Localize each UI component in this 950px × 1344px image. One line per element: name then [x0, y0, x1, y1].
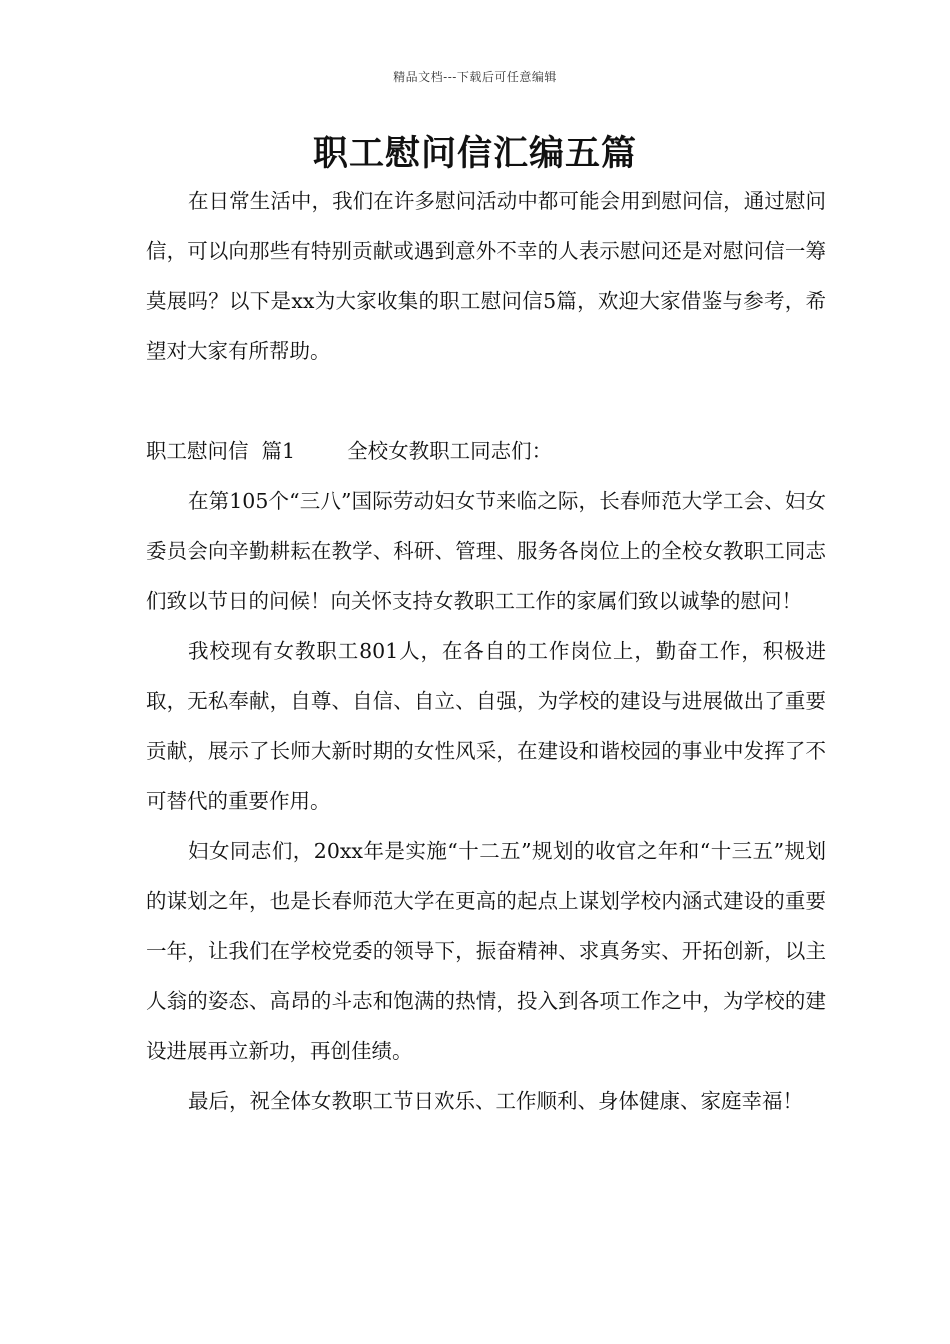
section-heading: 职工慰问信 篇1	[146, 439, 296, 463]
document-title: 职工慰问信汇编五篇	[312, 133, 637, 174]
body-paragraph: 在第105个“三八”国际劳动妇女节来临之际，长春师范大学工会、妇女委员会向辛勤耕耘在教学、科研、管理、服务各岗位上的全校女教职工同志们致以节日的问候！向关怀支持女教职工工作的家属们致以诚挚的慰问！	[146, 489, 826, 613]
spacer	[146, 376, 826, 426]
document-body	[146, 176, 826, 1126]
body-paragraph: 妇女同志们，20xx年是实施“十二五”规划的收官之年和“十三五”规划的谋划之年，也是长春师范大学在更高的起点上谋划学校内涵式建设的重要一年，让我们在学校党委的领导下，振奋精神、求真务实、开拓创新，以主人翁的姿态、高昂的斗志和饱满的热情，投入到各项工作之中，为学校的建设进展再立新功，再创佳绩。	[146, 839, 826, 1063]
intro-paragraph: 在日常生活中，我们在许多慰问活动中都可能会用到慰问信，通过慰问信，可以向那些有特别贡献或遇到意外不幸的人表示慰问还是对慰问信一筹莫展吗？以下是xx为大家收集的职工慰问信5篇，欢迎大家借鉴与参考，希望对大家有所帮助。	[146, 189, 826, 363]
section-heading-line	[146, 426, 826, 476]
body-paragraph: 我校现有女教职工801人，在各自的工作岗位上，勤奋工作，积极进取，无私奉献，自尊、自信、自立、自强，为学校的建设与进展做出了重要贡献，展示了长师大新时期的女性风采，在建设和谐校园的事业中发挥了不可替代的重要作用。	[146, 639, 826, 813]
salutation: 全校女教职工同志们：	[347, 439, 553, 463]
header-note: 精品文档---下载后可任意编辑	[393, 70, 557, 84]
body-paragraph: 最后，祝全体女教职工节日欢乐、工作顺利、身体健康、家庭幸福！	[188, 1089, 803, 1113]
